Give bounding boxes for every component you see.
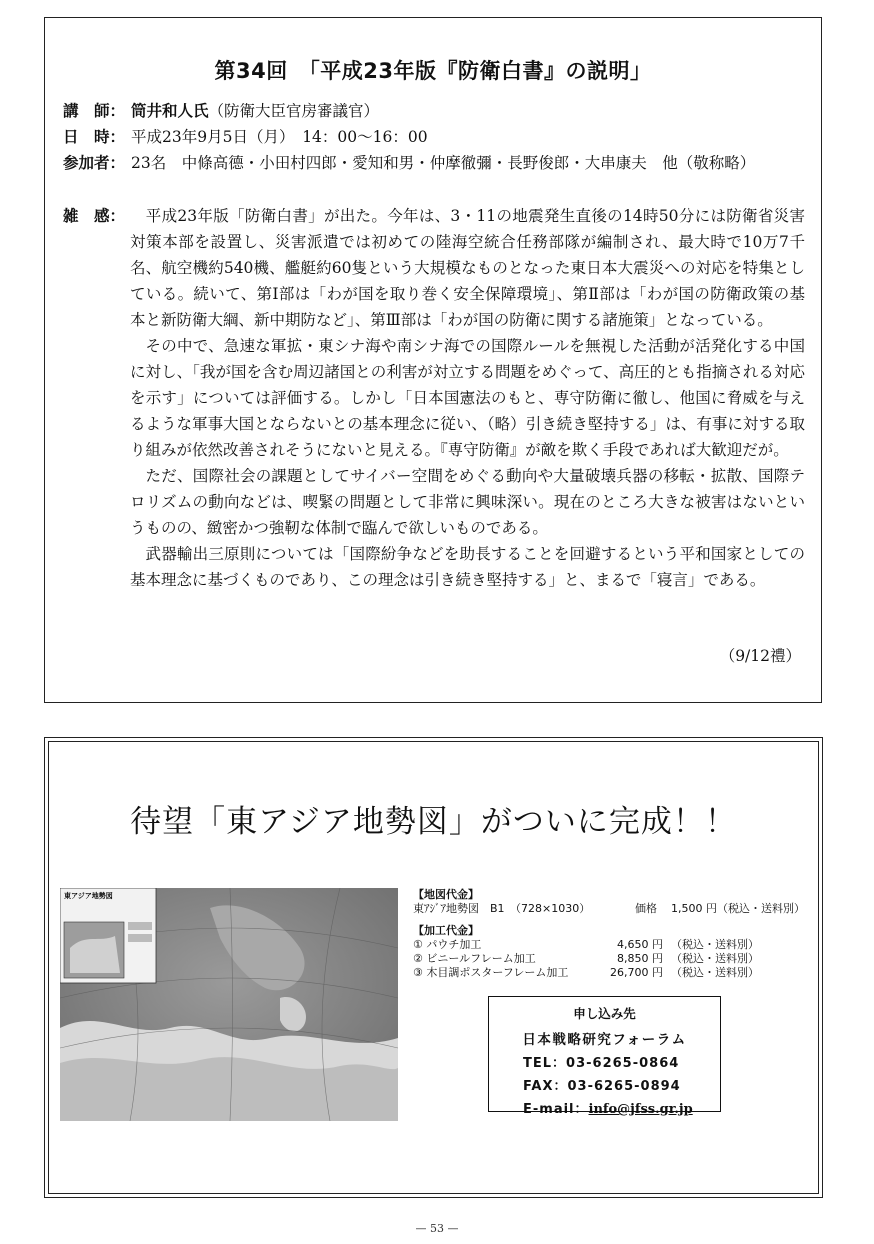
tel-number: 03-6265-0864 (566, 1056, 680, 1071)
order-organization: 日本戦略研究フォーラム (522, 1032, 687, 1048)
paragraph: 武器輸出三原則については「国際紛争などを助長することを回避するという平和国家としての基本理念に基づくものであり、この理念は引き続き堅持する」と、まるで「寝言」である。 (130, 545, 805, 589)
map-item: 東ｱｼﾞｱ地勢図 B1 （728×1030） (413, 902, 591, 915)
map-price-label: 価格 (635, 902, 657, 915)
processing-row (413, 952, 813, 966)
processing-name: ② ビニールフレーム加工 (413, 952, 536, 965)
processing-note: （税込・送料別） (671, 952, 759, 965)
tel-label: TEL： (523, 1056, 567, 1071)
east-asia-map-graphic (60, 888, 398, 1121)
impressions-label: 雑 感： (63, 207, 126, 225)
signature: （9/12禮） (719, 647, 801, 665)
impressions-body (130, 203, 805, 593)
processing-note: （税込・送料別） (671, 966, 759, 979)
advert-headline: 待望「東アジア地勢図」がついに完成！！ (130, 804, 737, 840)
participants-value: 23名 中條高德・小田村四郎・愛知和男・仲摩徹彌・長野俊郎・大串康夫 他（敬称略） (131, 154, 756, 172)
date-label: 日 時： (63, 128, 126, 146)
processing-note: （税込・送料別） (671, 938, 759, 951)
map-image (60, 888, 398, 1121)
fax-row (523, 1075, 720, 1094)
processing-price: 4,650 円 (617, 938, 663, 951)
processing-name: ① パウチ加工 (413, 938, 482, 951)
price-list (413, 888, 813, 980)
paragraph: 平成23年版「防衛白書」が出た。今年は、3・11の地震発生直後の14時50分には防衛省災害対策本部を設置し、災害派遣では初めての陸海空統合任務部隊が編制され、最大時で10万7千名、航空機約540機、艦艇約60隻という大規模なものとなった東日本大震災への対応を特集としている。続いて、第Ⅰ部は「わが国を取り巻く安全保障環境」、第Ⅱ部は「わが国の防衛政策の基本と新防衛大綱、新中期防など」、第Ⅲ部は「わが国の防衛に関する諸施策」となっている。 (130, 207, 805, 329)
participants-label: 参加者： (63, 154, 126, 172)
tel-row (523, 1052, 720, 1071)
processing-header: 【加工代金】 (413, 924, 479, 937)
lecture-info (63, 98, 755, 176)
processing-row (413, 966, 813, 980)
order-title: 申し込み先 (573, 1006, 636, 1021)
date-value: 平成23年9月5日（月） 14：00～16：00 (131, 128, 428, 146)
processing-row (413, 938, 813, 952)
email-row (523, 1098, 720, 1117)
map-price-header: 【地図代金】 (413, 888, 479, 901)
processing-name: ③ 木目調ポスターフレーム加工 (413, 966, 569, 979)
paragraph: ただ、国際社会の課題としてサイバー空間をめぐる動向や大量破壊兵器の移転・拡散、国際テロリズムの動向などは、喫緊の問題として非常に興味深い。現在のところ大きな被害はないというものの、緻密かつ強靭な体制で臨んで欲しいものである。 (130, 467, 805, 537)
order-contact-box (488, 996, 721, 1117)
lecturer-row (63, 98, 755, 124)
lecturer-label: 講 師： (63, 102, 126, 120)
map-price-row (413, 902, 813, 916)
email-link[interactable]: info@jfss.gr.jp (588, 1102, 693, 1117)
fax-number: 03-6265-0894 (567, 1079, 681, 1094)
email-label: E-mail： (523, 1102, 589, 1117)
date-row (63, 124, 755, 150)
map-title: 東アジア地勢図 (64, 892, 113, 900)
paragraph: その中で、急速な軍拡・東シナ海や南シナ海での国際ルールを無視した活動が活発化する中国に対し、「我が国を含む周辺諸国との利害が対立する問題をめぐって、高圧的とも指摘される対応を示す」については評価する。しかし「日本国憲法のもと、専守防衛に徹し、他国に脅威を与えるような軍事大国とならないとの基本理念に従い、（略）引き続き堅持する」は、有事に対する取り組みが依然改善されそうにないと見える。『専守防衛』が敵を欺く手段であれば大歓迎だが。 (130, 337, 805, 459)
processing-price: 26,700 円 (610, 966, 663, 979)
lecturer-role: （防衛大臣官房審議官） (208, 102, 380, 120)
fax-label: FAX： (523, 1079, 568, 1094)
advert-box (44, 737, 823, 1198)
page-number: — 53 — (415, 1222, 459, 1235)
lecturer-name: 筒井和人氏 (131, 102, 209, 120)
participants-row (63, 150, 755, 176)
lecture-title: 第34回 「平成23年版『防衛白書』の説明」 (214, 59, 652, 83)
map-price: 1,500 円（税込・送料別） (671, 902, 805, 915)
lecture-report-box (44, 17, 822, 703)
processing-price: 8,850 円 (617, 952, 663, 965)
